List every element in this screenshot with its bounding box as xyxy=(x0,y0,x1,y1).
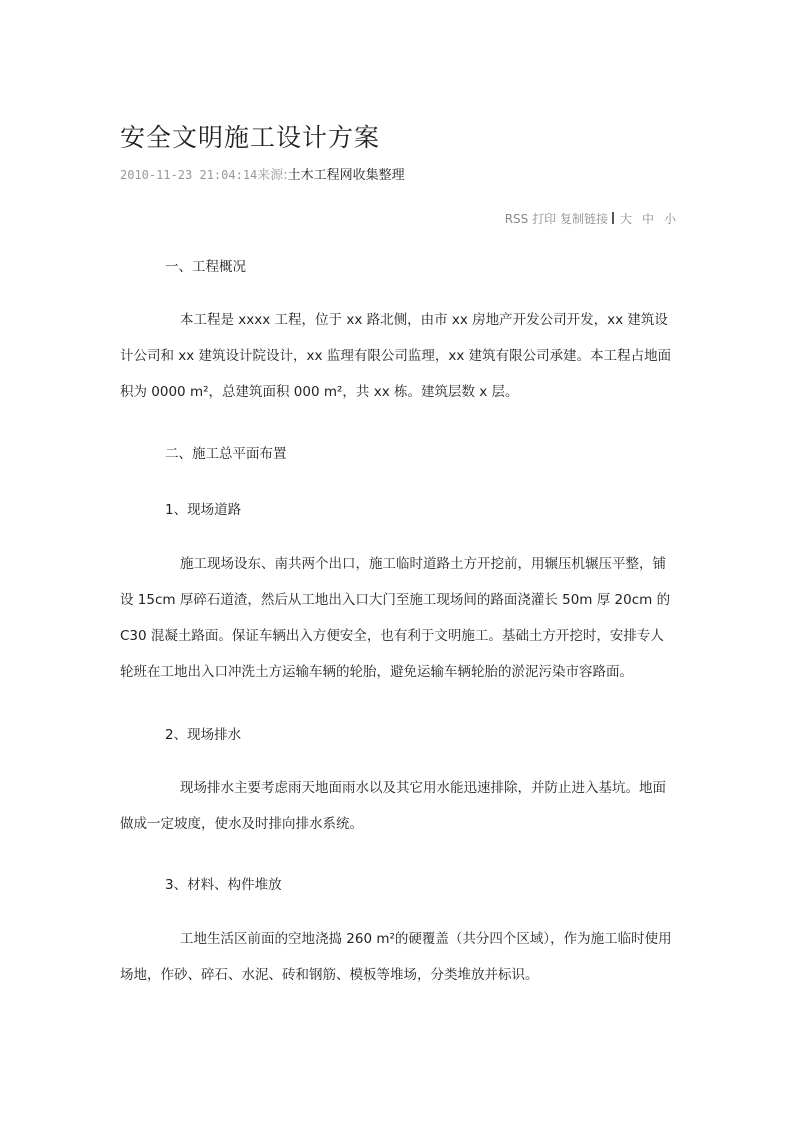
rss-link[interactable]: RSS xyxy=(504,212,529,226)
article-meta xyxy=(120,164,405,183)
source-name: 土木工程网收集整理 xyxy=(287,168,405,183)
article-toolbar xyxy=(505,210,676,227)
paragraph-site-drainage: 现场排水主要考虑雨天地面雨水以及其它用水能迅速排除，并防止进入基坑。地面做成一定坡度，使水及时排向排水系统。 xyxy=(120,780,666,832)
paragraph-material-storage: 工地生活区前面的空地浇捣 260 m²的硬覆盖（共分四个区域），作为施工临时使用场地，作砂、碎石、水泥、砖和钢筋、模板等堆场，分类堆放并标识。 xyxy=(120,931,672,983)
toolbar-divider xyxy=(612,212,614,224)
publish-date: 2010-11-23 21:04:14 xyxy=(120,168,258,182)
print-link[interactable]: 打印 xyxy=(532,212,557,226)
paragraph-site-roads: 施工现场设东、南共两个出口，施工临时道路土方开挖前，用辗压机辗压平整，铺设 15cm 厚碎石道渣，然后从工地出入口大门至施工现场间的路面浇灌长 50m 厚 20cm 的 C30 混凝土路面。保证车辆出入方便安全，也有利于文明施工。基础土方开挖时，安排专人轮班在工地出入口冲洗土方运输车辆的轮胎，避免运输车辆轮胎的淤泥污染市容路面。 xyxy=(120,556,671,680)
font-size-small-button[interactable]: 小 xyxy=(663,212,676,226)
subheading-site-roads: 1、现场道路 xyxy=(165,502,242,518)
section-heading-site-layout: 二、施工总平面布置 xyxy=(165,446,287,462)
page-title: 安全文明施工设计方案 xyxy=(120,122,381,152)
font-size-large-button[interactable]: 大 xyxy=(619,212,632,226)
subheading-material-storage: 3、材料、构件堆放 xyxy=(165,877,282,893)
copy-link-button[interactable]: 复制链接 xyxy=(559,212,608,226)
font-size-medium-button[interactable]: 中 xyxy=(641,212,654,226)
paragraph-overview: 本工程是 xxxx 工程，位于 xx 路北侧，由市 xx 房地产开发公司开发，xx 建筑设计公司和 xx 建筑设计院设计，xx 监理有限公司监理，xx 建筑有限公司承建。本工程占地面积为 0000 m²，总建筑面积 000 m²，共 xx 栋。建筑层数 x 层。 xyxy=(120,312,672,400)
section-heading-overview: 一、工程概况 xyxy=(165,259,246,275)
subheading-site-drainage: 2、现场排水 xyxy=(165,727,242,743)
source-label: 来源: xyxy=(257,168,288,183)
